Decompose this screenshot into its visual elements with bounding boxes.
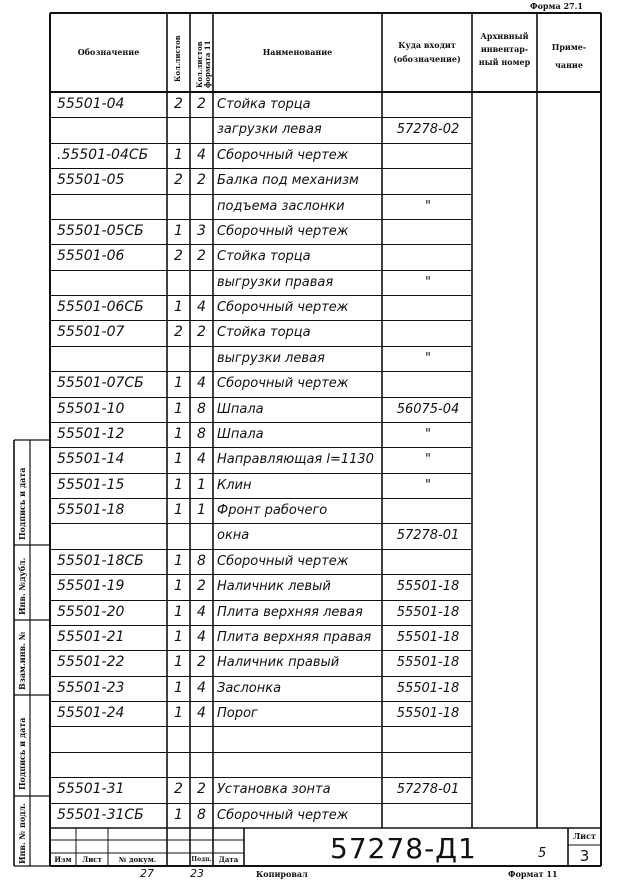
cell-fmt: 8 <box>197 553 206 569</box>
cell-where: 57278-01 <box>396 782 460 797</box>
cell-fmt: 1 <box>197 477 206 493</box>
table-row <box>50 219 472 244</box>
cell-designation <box>57 523 167 548</box>
cell-name: Сборочный чертеж <box>217 808 349 823</box>
cell-where: " <box>425 199 431 214</box>
cell-where <box>384 295 472 320</box>
table-row <box>50 346 472 371</box>
header-archive <box>472 30 537 69</box>
cell-designation: 55501-07 <box>57 324 125 340</box>
cell-fmt: 2 <box>197 578 206 594</box>
cell-sheets: 1 <box>174 147 183 163</box>
cell-name: Сборочный чертеж <box>217 554 349 569</box>
cell-name: Шпала <box>217 402 264 417</box>
table-row <box>50 726 472 751</box>
cell-designation: 55501-05СБ <box>57 223 144 239</box>
header-format-sheets: Кол.листов формата 11 <box>195 40 212 88</box>
cell-sheets: 1 <box>174 807 183 823</box>
cell-fmt: 1 <box>197 502 206 518</box>
table-row <box>50 803 472 828</box>
cell-where: " <box>425 275 431 290</box>
cell-name: Наличник правый <box>217 655 340 670</box>
cell-where <box>384 92 472 117</box>
sheet-label: Лист <box>573 831 596 841</box>
document-number: 57278-Д1 <box>330 832 477 865</box>
cell-name: Стойка торца <box>217 97 311 112</box>
cell-fmt <box>190 726 213 751</box>
footer-podp: Подп. <box>191 856 212 863</box>
table-row <box>50 523 472 548</box>
cell-name: Стойка торца <box>217 249 311 264</box>
cell-sheets: 2 <box>174 324 183 340</box>
cell-designation: 55501-12 <box>57 426 125 442</box>
cell-fmt: 4 <box>197 705 206 721</box>
cell-sheets: 1 <box>174 578 183 594</box>
cell-designation: 55501-18 <box>57 502 125 518</box>
cell-fmt: 3 <box>197 223 206 239</box>
cell-designation: 55501-23 <box>57 680 125 696</box>
table-row <box>50 625 472 650</box>
cell-sheets: 2 <box>174 248 183 264</box>
cell-designation <box>57 117 167 142</box>
cell-sheets: 1 <box>174 223 183 239</box>
table-row <box>50 117 472 142</box>
cell-where: 55501-18 <box>396 706 460 721</box>
cell-fmt <box>190 523 213 548</box>
cell-designation: 55501-19 <box>57 578 125 594</box>
footer-list: Лист <box>82 855 102 864</box>
cell-designation: 55501-14 <box>57 451 125 467</box>
table-row <box>50 320 472 345</box>
cell-designation: 55501-15 <box>57 477 125 493</box>
cell-name: Порог <box>217 706 258 721</box>
cell-name: Фронт рабочего <box>217 503 328 518</box>
cell-where <box>384 726 472 751</box>
header-sheets-count: Кол.листов <box>173 35 182 82</box>
cell-fmt: 4 <box>197 451 206 467</box>
cell-fmt: 2 <box>197 654 206 670</box>
side-label-inv-dubl: Инв. №дубл. <box>17 557 27 615</box>
cell-name: Плита верхняя левая <box>217 605 363 620</box>
sheet-number: 3 <box>579 847 590 865</box>
table-row <box>50 549 472 574</box>
bottom-mark-1: 27 <box>140 867 154 880</box>
cell-designation: 55501-31 <box>57 781 125 797</box>
cell-designation: 55501-04 <box>57 96 125 112</box>
cell-designation: 55501-20 <box>57 604 125 620</box>
cell-where: 57278-01 <box>396 528 460 543</box>
stray-mark: 5 <box>538 846 547 861</box>
cell-sheets <box>167 752 190 777</box>
table-row <box>50 650 472 675</box>
cell-name: Сборочный чертеж <box>217 224 349 239</box>
cell-sheets: 2 <box>174 781 183 797</box>
header-where-line2: (обозначение) <box>393 54 461 64</box>
cell-fmt <box>190 117 213 142</box>
cell-name: Шпала <box>217 427 264 442</box>
cell-fmt: 8 <box>197 807 206 823</box>
cell-sheets: 1 <box>174 299 183 315</box>
cell-sheets: 1 <box>174 604 183 620</box>
cell-name: Наличник левый <box>217 579 331 594</box>
cell-sheets <box>167 270 190 295</box>
header-designation: Обозначение <box>77 47 140 57</box>
cell-where: 55501-18 <box>396 605 460 620</box>
cell-where: 57278-02 <box>396 122 460 137</box>
cell-designation: 55501-07СБ <box>57 375 144 391</box>
cell-name: выгрузки левая <box>217 351 325 366</box>
table-row <box>50 422 472 447</box>
cell-name: Балка под механизм <box>217 173 359 188</box>
header-note <box>537 38 601 74</box>
cell-designation <box>57 752 167 777</box>
cell-sheets: 2 <box>174 96 183 112</box>
cell-fmt <box>190 270 213 295</box>
cell-sheets: 1 <box>174 477 183 493</box>
cell-fmt: 2 <box>197 781 206 797</box>
cell-where <box>384 549 472 574</box>
side-label-vzam-inv: Взам.инв. № <box>17 631 27 690</box>
cell-sheets: 1 <box>174 401 183 417</box>
cell-where: 55501-18 <box>396 655 460 670</box>
cell-where: 56075-04 <box>396 402 460 417</box>
table-row <box>50 295 472 320</box>
footer-copied: Копировал <box>256 869 308 879</box>
cell-where <box>384 803 472 828</box>
cell-where <box>384 498 472 523</box>
cell-name <box>217 726 382 751</box>
cell-designation <box>57 346 167 371</box>
cell-fmt: 2 <box>197 324 206 340</box>
cell-designation: 55501-18СБ <box>57 553 144 569</box>
table-row <box>50 600 472 625</box>
cell-sheets: 1 <box>174 629 183 645</box>
side-label-podp-data2: Подпись и дата <box>17 717 27 790</box>
cell-name: Сборочный чертеж <box>217 300 349 315</box>
cell-sheets <box>167 523 190 548</box>
cell-designation: 55501-06СБ <box>57 299 144 315</box>
table-row <box>50 397 472 422</box>
cell-where <box>384 371 472 396</box>
cell-where: " <box>425 452 431 467</box>
cell-fmt: 4 <box>197 604 206 620</box>
cell-where <box>384 143 472 168</box>
footer-data: Дата <box>218 855 239 864</box>
cell-designation <box>57 270 167 295</box>
cell-where <box>384 244 472 269</box>
footer-dokum: № докум. <box>118 855 157 864</box>
cell-fmt <box>190 194 213 219</box>
cell-where <box>384 219 472 244</box>
cell-sheets: 1 <box>174 451 183 467</box>
cell-name: Заслонка <box>217 681 282 696</box>
cell-designation: 55501-22 <box>57 654 125 670</box>
cell-fmt: 4 <box>197 147 206 163</box>
cell-where: " <box>425 478 431 493</box>
cell-sheets <box>167 194 190 219</box>
cell-name: окна <box>217 528 250 543</box>
cell-name: Клин <box>217 478 252 493</box>
header-name: Наименование <box>262 47 333 57</box>
cell-name: загрузки левая <box>217 122 322 137</box>
cell-fmt <box>190 752 213 777</box>
table-row <box>50 574 472 599</box>
table-row <box>50 676 472 701</box>
table-row <box>50 447 472 472</box>
cell-designation: 55501-24 <box>57 705 125 721</box>
side-label-inv-podl: Инв. № подл. <box>17 803 27 864</box>
cell-designation: 55501-10 <box>57 401 125 417</box>
cell-name: Направляющая l=1130 <box>217 452 374 467</box>
cell-designation: 55501-05 <box>57 172 125 188</box>
cell-designation <box>57 194 167 219</box>
table-row <box>50 244 472 269</box>
table-row <box>50 92 472 117</box>
table-row <box>50 270 472 295</box>
cell-sheets: 1 <box>174 375 183 391</box>
header-note-line1: Приме- <box>551 42 587 52</box>
bottom-mark-2: 23 <box>190 867 204 880</box>
cell-fmt: 8 <box>197 401 206 417</box>
cell-sheets: 1 <box>174 680 183 696</box>
cell-sheets: 2 <box>174 172 183 188</box>
cell-fmt: 2 <box>197 172 206 188</box>
cell-name: Сборочный чертеж <box>217 148 349 163</box>
header-archive-line2: инвентар- <box>480 44 529 54</box>
cell-sheets <box>167 117 190 142</box>
footer-format: Формат 11 <box>508 869 558 879</box>
cell-where <box>384 168 472 193</box>
cell-fmt: 8 <box>197 426 206 442</box>
cell-where: " <box>425 351 431 366</box>
cell-name: Сборочный чертеж <box>217 376 349 391</box>
table-row <box>50 371 472 396</box>
cell-designation <box>57 726 167 751</box>
cell-name: подъема заслонки <box>217 199 345 214</box>
cell-name: Установка зонта <box>217 782 331 797</box>
cell-fmt: 2 <box>197 96 206 112</box>
header-archive-line1: Архивный <box>480 31 529 41</box>
header-archive-line3: ный номер <box>478 57 531 67</box>
cell-where: " <box>425 427 431 442</box>
side-label-podp-data1: Подпись и дата <box>17 467 27 540</box>
cell-fmt: 4 <box>197 680 206 696</box>
table-row <box>50 498 472 523</box>
cell-designation: 55501-06 <box>57 248 125 264</box>
table-row <box>50 168 472 193</box>
cell-sheets <box>167 726 190 751</box>
cell-sheets: 1 <box>174 553 183 569</box>
cell-where <box>384 320 472 345</box>
table-row <box>50 194 472 219</box>
cell-designation: 55501-31СБ <box>57 807 144 823</box>
table-row <box>50 143 472 168</box>
cell-name: Стойка торца <box>217 325 311 340</box>
table-row <box>50 701 472 726</box>
cell-sheets: 1 <box>174 426 183 442</box>
cell-fmt: 4 <box>197 375 206 391</box>
table-row <box>50 473 472 498</box>
header-note-line2: чание <box>555 60 583 70</box>
cell-designation: 55501-21 <box>57 629 125 645</box>
cell-fmt: 2 <box>197 248 206 264</box>
cell-where: 55501-18 <box>396 579 460 594</box>
cell-where: 55501-18 <box>396 630 460 645</box>
cell-sheets: 1 <box>174 705 183 721</box>
cell-name: Плита верхняя правая <box>217 630 372 645</box>
header-where <box>382 38 472 66</box>
cell-name: выгрузки правая <box>217 275 334 290</box>
cell-fmt: 4 <box>197 629 206 645</box>
cell-fmt <box>190 346 213 371</box>
cell-designation: .55501-04СБ <box>57 147 149 163</box>
cell-where <box>384 752 472 777</box>
cell-sheets: 1 <box>174 654 183 670</box>
footer-izm: Изм <box>54 855 72 864</box>
cell-sheets: 1 <box>174 502 183 518</box>
form-label: Форма 27.1 <box>530 1 583 11</box>
cell-sheets <box>167 346 190 371</box>
cell-fmt: 4 <box>197 299 206 315</box>
cell-where: 55501-18 <box>396 681 460 696</box>
table-row <box>50 752 472 777</box>
header-where-line1: Куда входит <box>398 40 456 50</box>
table-row <box>50 777 472 802</box>
cell-name <box>217 752 382 777</box>
